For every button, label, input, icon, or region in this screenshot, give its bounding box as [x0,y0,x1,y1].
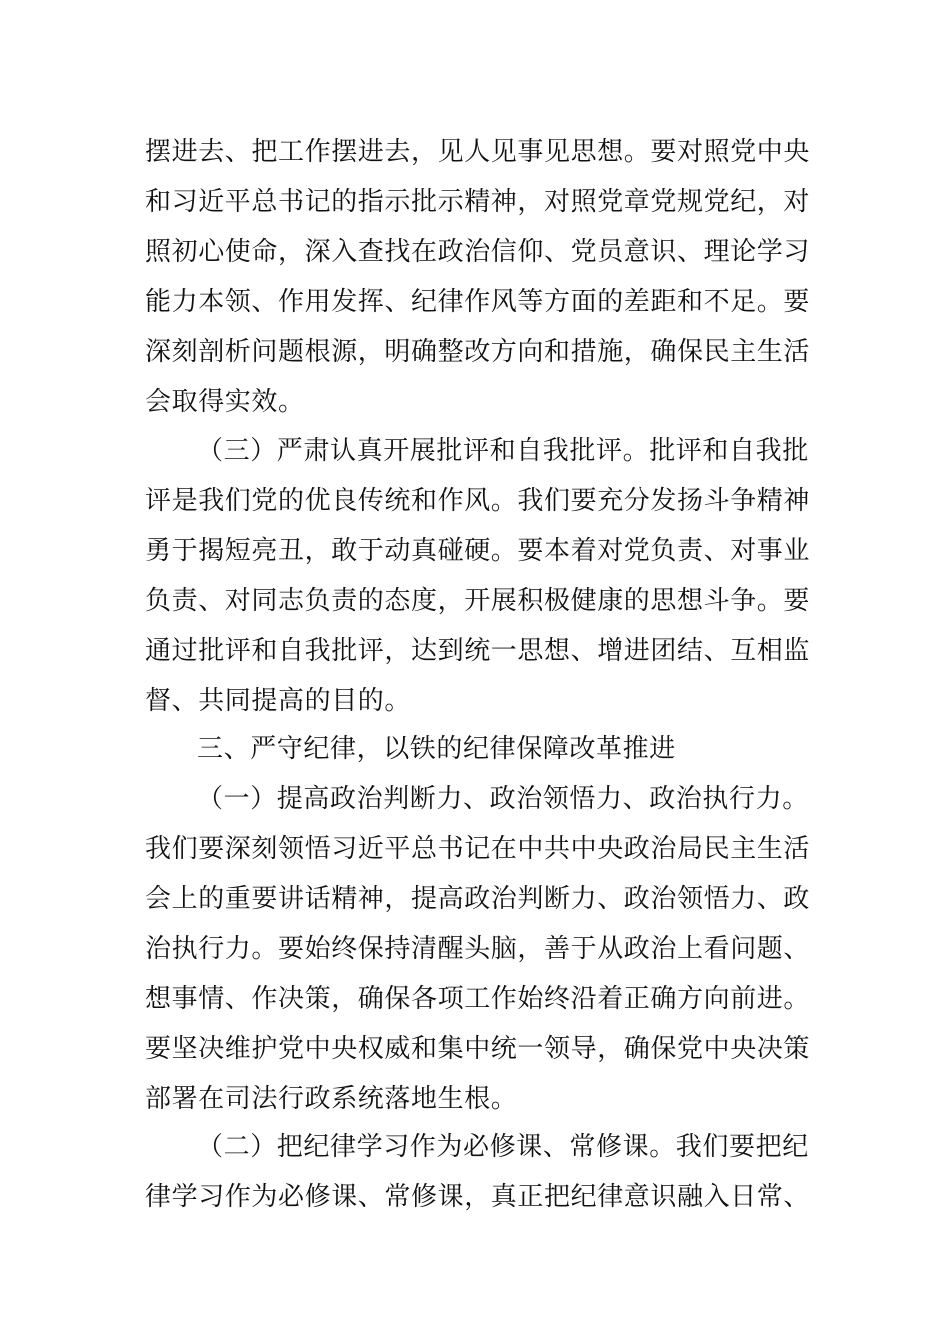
paragraph-line: 摆进去、把工作摆进去，见人见事见思想。要对照党中央 [145,137,811,167]
paragraph-line: 想事情、作决策，确保各项工作始终沿着正确方向前进。 [145,984,811,1014]
paragraph-line: 能力本领、作用发挥、纪律作风等方面的差距和不足。要 [145,287,811,317]
paragraph-line: 深刻剖析问题根源，明确整改方向和措施，确保民主生活 [145,337,811,367]
paragraph-line: 和习近平总书记的指示批示精神，对照党章党规党纪，对 [145,187,811,217]
paragraph-line: 会取得实效。 [145,387,305,417]
paragraph-line: 督、共同提高的目的。 [145,686,412,716]
paragraph-line: 治执行力。要始终保持清醒头脑，善于从政治上看问题、 [145,934,811,964]
paragraph-line: 部署在司法行政系统落地生根。 [145,1084,518,1114]
subsection-heading-3: （三）严肃认真开展批评和自我批评。批评和自我批 [197,436,809,466]
paragraph-line: 评是我们党的优良传统和作风。我们要充分发扬斗争精神 [145,486,811,516]
paragraph-line: 律学习作为必修课、常修课，真正把纪律意识融入日常、 [145,1182,811,1212]
subsection-heading-1: （一）提高政治判断力、政治领悟力、政治执行力。 [197,784,809,814]
paragraph-line: 通过批评和自我批评，达到统一思想、增进团结、互相监 [145,636,811,666]
paragraph-line: 勇于揭短亮丑，敢于动真碰硬。要本着对党负责、对事业 [145,536,811,566]
paragraph-line: 要坚决维护党中央权威和集中统一领导，确保党中央决策 [145,1034,811,1064]
subsection-heading-2: （二）把纪律学习作为必修课、常修课。我们要把纪 [197,1132,809,1162]
section-heading-3: 三、严守纪律，以铁的纪律保障改革推进 [197,734,676,764]
paragraph-line: 会上的重要讲话精神，提高政治判断力、政治领悟力、政 [145,884,811,914]
paragraph-line: 负责、对同志负责的态度，开展积极健康的思想斗争。要 [145,586,811,616]
paragraph-line: 我们要深刻领悟习近平总书记在中共中央政治局民主生活 [145,834,811,864]
paragraph-line: 照初心使命，深入查找在政治信仰、党员意识、理论学习 [145,237,811,267]
